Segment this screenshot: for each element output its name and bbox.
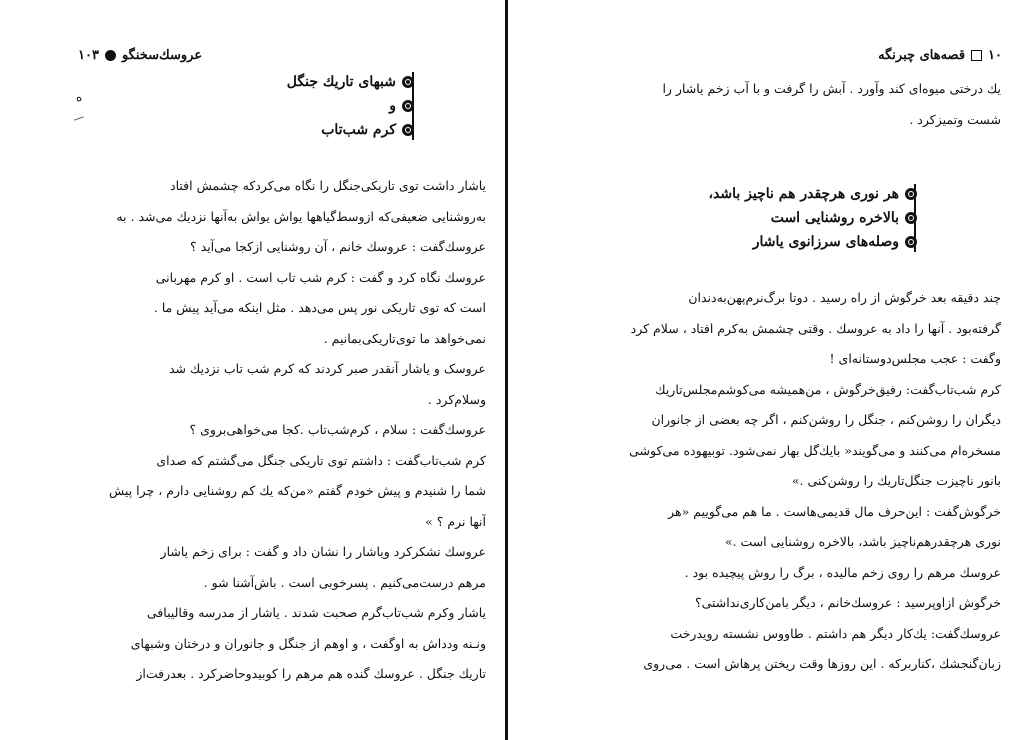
margin-tick (74, 116, 84, 120)
text-line: گرفته‌بود . آنها را داد به عروسك . وقتی چشمش به‌کرم افتاد ، سلام کرد (630, 320, 1001, 336)
text-line: عروسك‌گفت: یك‌کار دیگر هم داشتم . طاووس نشسته رویدرخت (670, 625, 1001, 641)
text-line: مرهم درست‌می‌کنیم . پسرخوبی است . باش‌آشنا شو . (203, 574, 486, 590)
right-top-text (585, 74, 1001, 135)
title-bar-divider (412, 72, 414, 140)
text-line: عروسك نگاه کرد و گفت : کرم شب تاب است . او کرم مهربانی (155, 269, 486, 285)
header-dot-icon (105, 50, 116, 61)
header-square-icon (971, 50, 982, 61)
chapter-title-line: بالاخره روشنایی است (708, 206, 917, 230)
text-line: آنها نرم ؟ » (425, 513, 486, 529)
text-line: شست وتمیز‌کرد . (909, 111, 1001, 127)
text-line: عروسک و یاشار آنقدر صبر کردند که کرم شب تاب نزدیك شد (168, 361, 486, 376)
text-line: وگفت : عجب مجلس‌دوستانه‌ای ! (829, 351, 1001, 366)
text-line: یاشار وکرم شب‌تاب‌گرم صحبت شدند . یاشار از مدرسه وقالیبافی (146, 605, 486, 620)
chapter-title-line: وصله‌های سرزانوی یاشار (708, 230, 917, 254)
right-page-number: ۱۰ (988, 47, 1002, 63)
text-line: دیگران را روشن‌کنم ، جنگل را روشن‌کنم ، اگر چه بعضی از جانوران (651, 412, 1001, 427)
right-page (509, 0, 1014, 740)
text-line: به‌روشنایی ضعیفی‌که ازوسط‌گیاهها یواش یواش به‌آنها نزدیك می‌شد . به (116, 208, 486, 224)
text-line: عروسك‌گفت : عروسك خانم ، آن روشنایی ازکجا می‌آید ؟ (190, 239, 486, 254)
text-line: ونـنه ودداش به اوگفت ، و اوهم از جنگل و جانوران و درختان وشبهای (130, 635, 486, 651)
book-spine (505, 0, 508, 740)
text-line: است که توی تاریکی نور پس می‌دهد . مثل اینکه می‌آید پیش ما . (153, 300, 486, 315)
right-chapter-title (708, 182, 917, 254)
chapter-title-line: شبهای تاریك جنگل (287, 70, 414, 94)
chapter-title-line: کرم شب‌تاب (287, 118, 414, 142)
text-line: زبان‌گنجشك ،کنار‌برکه . این روزها وقت ریختن پرهاش است . می‌روی (643, 656, 1001, 671)
left-page (0, 0, 506, 740)
text-line: یاشار داشت توی تاریکی‌جنگل را نگاه می‌کردکه چشمش افتاد (170, 178, 486, 193)
right-body-text (585, 283, 1001, 680)
margin-mark: ه (76, 90, 83, 104)
left-chapter-title (287, 70, 414, 142)
text-line: یك درختی میوه‌ای کند وآورد . آبش را گرفت و با آب زخم یاشار را (662, 81, 1001, 96)
text-line: تاریك جنگل . عروسك گنده هم مرهم را کوبید‌وحاضرکرد . بعدرفت‌از (136, 666, 486, 681)
text-line: مسخره‌ام می‌کنند و می‌گویند« با‌یك‌گل بهار نمی‌شود. توبیهوده می‌کوشی (629, 442, 1001, 458)
text-line: عروسك مرهم را روی زخم مالیده ، برگ را روش پیچیده بود . (684, 564, 1001, 580)
chapter-title-line: هر نوری هرچقدر هم ناچیز باشد، (708, 182, 917, 206)
text-line: بانور ناچیزت جنگل‌تاریك را روشن‌کنی .» (791, 473, 1001, 488)
text-line: کرم شب‌تاب‌گفت: رفیق‌خرگوش ، من‌همیشه می‌کوشم‌مجلس‌تاریك (655, 381, 1001, 397)
left-body-text (78, 171, 486, 690)
text-line: عروسك تشکرکرد و‌یاشار را نشان داد و گفت : برای زخم یاشار (160, 544, 486, 559)
text-line: خرگوش ازاو‌پرسید : عروسك‌خانم ، دیگر با‌من‌کاری‌نداشتی؟ (694, 595, 1001, 610)
text-line: عروسك‌گفت : سلام ، کرم‌شب‌تاب .کجا می‌خواهی‌بروی ؟ (189, 422, 486, 437)
text-line: کرم شب‌تاب‌گفت : داشتم توی تاریکی جنگل می‌گشتم که صدای (156, 452, 486, 468)
text-line: وسلام‌کرد . (427, 391, 486, 407)
chapter-title-line: و (287, 94, 414, 118)
text-line: خرگوش‌گفت : این‌حرف مال قدیمی‌هاست . ما هم می‌گوییم «هر (668, 503, 1001, 519)
left-page-header (78, 44, 498, 66)
right-page-header (562, 44, 1002, 66)
left-page-number: ۱۰۳ (78, 47, 99, 63)
text-line: نمی‌خواهد ما توی‌تاریکی‌بمانیم . (323, 330, 486, 346)
text-line: نوری هرچقدرهم‌ناچیز باشد، بالاخره روشنایی است .» (724, 534, 1001, 549)
title-bar-divider (914, 184, 916, 252)
right-running-title: قصه‌های چبرنگه (878, 47, 966, 63)
text-line: چند دقیقه بعد خرگوش از راه رسید . دوتا برگ‌نرم‌پهن‌به‌دندان (688, 290, 1001, 305)
left-running-title: عروسك‌سخنگو (121, 47, 203, 63)
text-line: شما را شنیدم و پیش خودم گفتم «من‌که یك کم روشنایی دارم ، چرا پیش (109, 483, 486, 498)
